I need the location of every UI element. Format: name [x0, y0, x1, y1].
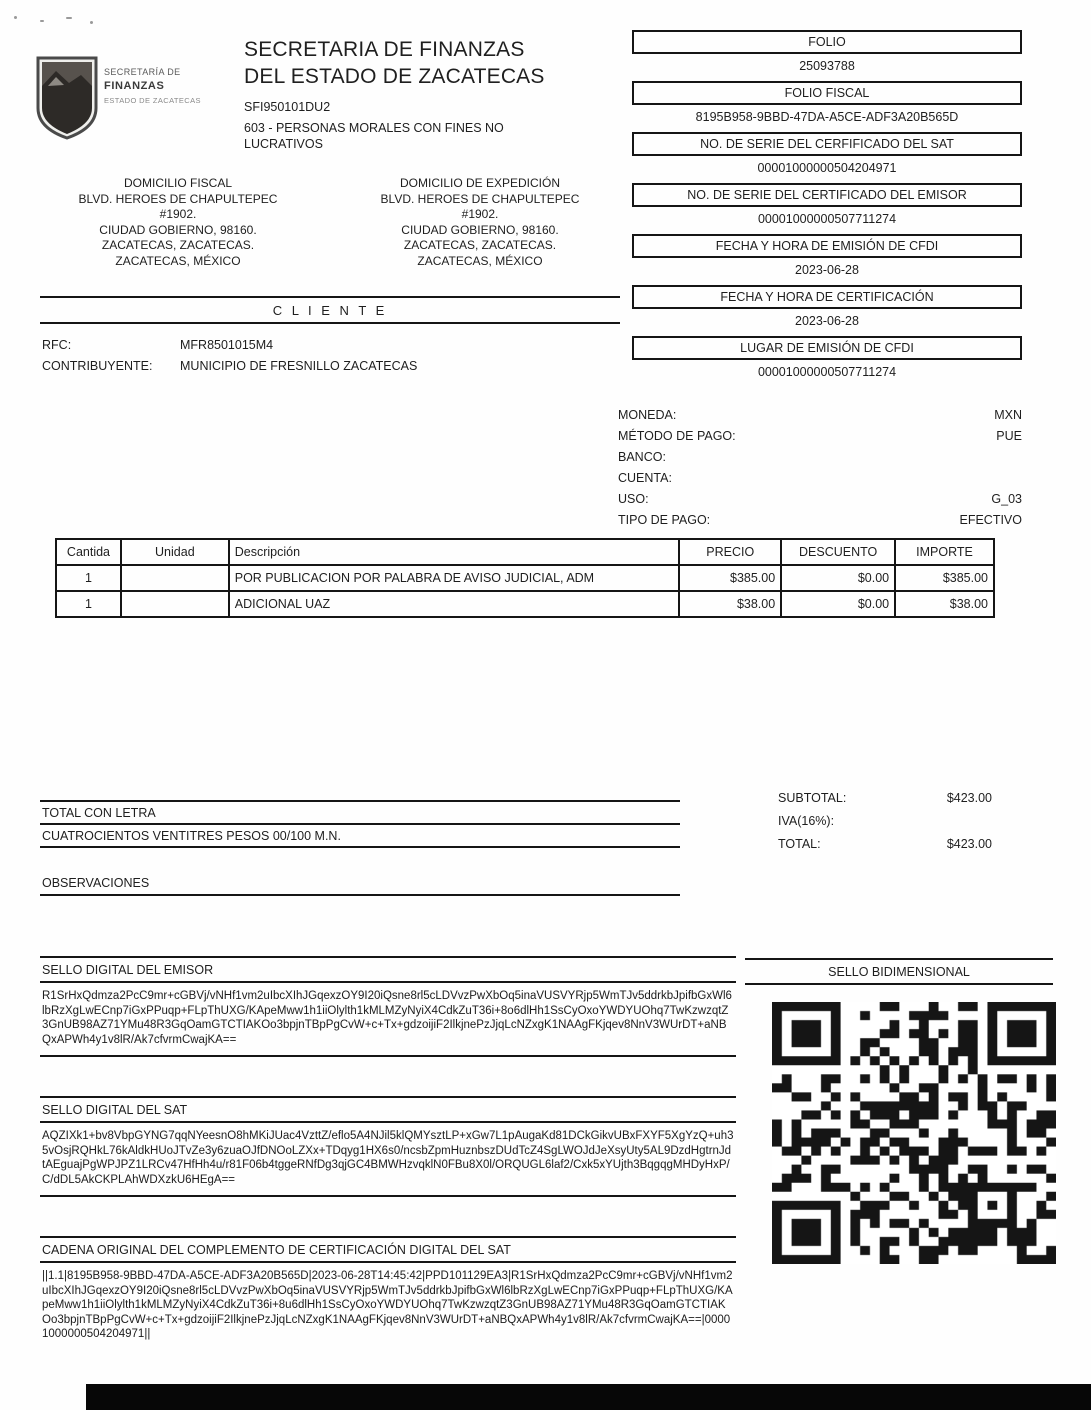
serie-emisor-box-label: NO. DE SERIE DEL CERTIFICADO DEL EMISOR	[632, 183, 1022, 207]
contribuyente-value: MUNICIPIO DE FRESNILLO ZACATECAS	[180, 358, 418, 373]
address-line: ZACATECAS, ZACATECAS.	[101, 238, 255, 252]
col-cantidad: Cantida	[56, 539, 121, 565]
scan-artifact-bar	[86, 1384, 1091, 1410]
total-con-letra-label: TOTAL CON LETRA	[40, 802, 680, 825]
address-line: BLVD. HEROES DE CHAPULTEPEC	[380, 191, 580, 206]
subtotal-row	[778, 786, 992, 809]
col-descripcion: Descripción	[229, 539, 680, 565]
address-line: CIUDAD GOBIERNO, 98160.	[99, 222, 257, 237]
cell-descuento: $0.00	[781, 591, 895, 617]
folio-box-label: FOLIO	[632, 30, 1022, 54]
cadena-original-section	[40, 1236, 736, 1350]
total-con-letra-block	[40, 800, 680, 848]
rfc-row	[42, 334, 622, 355]
qr-code	[772, 1002, 1056, 1264]
uso-label: USO:	[618, 491, 649, 506]
observaciones-label: OBSERVACIONES	[40, 872, 680, 896]
moneda-row	[618, 404, 1022, 425]
sello-emisor-section	[40, 956, 736, 1057]
cadena-original-label: CADENA ORIGINAL DEL COMPLEMENTO DE CERTIFICACIÓN DIGITAL DEL SAT	[40, 1236, 736, 1263]
scan-artifact-speck	[14, 16, 17, 19]
scan-artifact-speck	[90, 21, 93, 24]
scan-artifact-speck	[40, 20, 44, 22]
rfc-label: RFC:	[42, 337, 72, 352]
col-descuento: DESCUENTO	[781, 539, 895, 565]
serie-sat-box-value: 00001000000504204971	[757, 161, 897, 175]
folio-box-value: 25093788	[799, 59, 855, 73]
cell-cantidad: 1	[56, 591, 121, 617]
shield-icon	[36, 56, 98, 140]
subtotal-label: SUBTOTAL:	[778, 790, 847, 805]
issuer-tax-regime: 603 - PERSONAS MORALES CON FINES NO LUCRATIVOS	[244, 121, 504, 151]
cell-unidad	[121, 591, 229, 617]
issuer-title-line2: DEL ESTADO DE ZACATECAS	[244, 65, 545, 88]
sello-sat-text: AQZIXk1+bv8VbpGYNG7qqNYeesnO8hMKiJUac4VzttZ/eflo5A4NJil5klQMYsztLP+xGw7L1pAugaKd81DCkGikvUBxFXYF5XgYzQ+uh35vOsjRQHkL76kAldkHUoJTvZe3y6zuaOJfDNOoLZXx+TDqyg1HX6s0/ncsbZpmHuznbszDUdTcZ4SgLWOJdJeXsyUty5AL9DzdHgtrnJdtAEguajPgWPJPZ1LRCv47HfHh4u/r81F06b4tggeRNfDg3qjGC4BMWHzvqklN0FBu8X0l/ORQUGL6laf2/Cxk5xYUjth3BqgqgMHDyHxP/C/dDL5AkCKPLAhWDXzkU6HEgA==	[40, 1123, 736, 1197]
cuenta-label: CUENTA:	[618, 470, 672, 485]
issuer-title	[244, 36, 545, 90]
tipo-pago-label: TIPO DE PAGO:	[618, 512, 711, 527]
metodo-pago-label: MÉTODO DE PAGO:	[618, 428, 736, 443]
cell-descuento: $0.00	[781, 565, 895, 591]
sello-emisor-text: R1SrHxQdmza2PcC9mr+cGBVj/vNHf1vm2uIbcXIhJGqexzOY9I20iQsne8rl5cLDVvzPwXbOq5inaVUSVYRjp5WmTJv5ddrkbJpifbGxWl6lbRzXgLwECnp7iGxPPuqp+FLpThUXG/KApeMww1h1iiOlylth1kMLMZyNyiX4CdkZuT36i+8o6dlHh1SsCyOxoYWDYUOhq7TwKzwzqtZ3GnUB98AZ71YMu48R3GqOamGTCTIAKOo3bpjnTBpPgCvW+c+Tx+gdzoijiF2IlkjnePzJjqLcNZxgK1NAAgFKjqev8NnV3WUrDT+aNBQxAPWh4y1v8lR/Ak7cfvrmCwajKA==	[40, 983, 736, 1057]
finanzas-shield-logo	[36, 56, 98, 145]
metodo-pago-row	[618, 425, 1022, 446]
banco-label: BANCO:	[618, 449, 666, 464]
payment-info	[618, 404, 1022, 530]
rfc-value: MFR8501015M4	[180, 337, 274, 352]
cliente-section-title: C L I E N T E	[40, 296, 620, 324]
cell-importe: $38.00	[895, 591, 994, 617]
cell-precio: $385.00	[679, 565, 781, 591]
col-precio: PRECIO	[679, 539, 781, 565]
table-row	[56, 591, 994, 617]
cell-descripcion: ADICIONAL UAZ	[229, 591, 680, 617]
fecha-emision-box-value: 2023-06-28	[795, 263, 859, 277]
cuenta-row	[618, 467, 1022, 488]
address-line: #1902.	[461, 207, 499, 221]
address-line: ZACATECAS, ZACATECAS.	[403, 238, 557, 252]
col-unidad: Unidad	[121, 539, 229, 565]
domicilio-fiscal-label: DOMICILIO FISCAL	[123, 176, 233, 190]
serie-sat-box-label: NO. DE SERIE DEL CERFIFICADO DEL SAT	[632, 132, 1022, 156]
folio-fiscal-box-value: 8195B958-9BBD-47DA-A5CE-ADF3A20B565D	[695, 110, 959, 124]
moneda-label: MONEDA:	[618, 407, 677, 422]
domicilio-expedicion-label: DOMICILIO DE EXPEDICIÓN	[399, 176, 561, 190]
cell-cantidad: 1	[56, 565, 121, 591]
logo-caption	[104, 66, 254, 107]
iva-row	[778, 809, 992, 832]
serie-emisor-box-value: 00001000000507711274	[757, 212, 897, 226]
folio-column	[632, 30, 1022, 387]
cell-descripcion: POR PUBLICACION POR PALABRA DE AVISO JUDICIAL, ADM	[229, 565, 680, 591]
iva-label: IVA(16%):	[778, 813, 835, 828]
items-table	[55, 538, 995, 618]
sello-sat-section	[40, 1096, 736, 1197]
address-line: #1902.	[159, 207, 197, 221]
totals-block	[778, 786, 992, 855]
total-value: $423.00	[946, 836, 992, 851]
cadena-original-text: ||1.1|8195B958-9BBD-47DA-A5CE-ADF3A20B565D|2023-06-28T14:45:42|PPD101129EA3|R1SrHxQdmza2PcC9mr+cGBVj/vNHf1vm2uIbcXIhJGqexzOY9I20iQsne8rl5cLDVvzPwXbOq5inaVUSVYRjp5WmTJv5ddrkbJpifbGxWl6lbRzXgLwECnp7iGxPPuqp+FLpThUXG/KApeMww1h1iiOlylth1kMLMZyNyiX4CdkZuT36i+8u6dlHh1SsCyOxoYWDYUOhq7TwKzwzqtZ3GnUB98AZ71YMu48R3GqOamGTCTIAKOo3bpjnTBpPgCvW+c+Tx+gdzoijiF2IlkjnePzJjqLcNZxgK1NAAgFKjqev8NnV3WUrDT+aNBQxAPWh4y1v8lR/Ak7cfvrmCwajKA==|00001000000504204971||	[42, 1270, 733, 1340]
logo-caption-line3: ESTADO DE ZACATECAS	[104, 96, 201, 105]
domicilio-expedicion	[340, 176, 620, 269]
logo-caption-line2: FINANZAS	[104, 80, 165, 92]
address-line: ZACATECAS, MÉXICO	[115, 253, 241, 268]
logo-caption-line1: SECRETARÍA DE	[104, 67, 181, 77]
fecha-emision-box-label: FECHA Y HORA DE EMISIÓN DE CFDI	[632, 234, 1022, 258]
metodo-pago-value: PUE	[996, 428, 1022, 443]
contribuyente-row	[42, 355, 622, 376]
moneda-value: MXN	[994, 407, 1022, 422]
table-row	[56, 565, 994, 591]
contribuyente-label: CONTRIBUYENTE:	[42, 358, 153, 373]
lugar-emision-box-label: LUGAR DE EMISIÓN DE CFDI	[632, 336, 1022, 360]
sello-emisor-label: SELLO DIGITAL DEL EMISOR	[40, 956, 736, 983]
sello-sat-label: SELLO DIGITAL DEL SAT	[40, 1096, 736, 1123]
items-header-row	[56, 539, 994, 565]
tipo-pago-value: EFECTIVO	[959, 512, 1022, 527]
cell-importe: $385.00	[895, 565, 994, 591]
col-importe: IMPORTE	[895, 539, 994, 565]
total-row	[778, 832, 992, 855]
tipo-pago-row	[618, 509, 1022, 530]
scan-artifact-speck	[66, 17, 72, 19]
domicilio-fiscal	[38, 176, 318, 269]
total-label: TOTAL:	[778, 836, 821, 851]
issuer-rfc: SFI950101DU2	[244, 100, 331, 114]
cell-precio: $38.00	[679, 591, 781, 617]
address-line: BLVD. HEROES DE CHAPULTEPEC	[78, 191, 278, 206]
cliente-fields	[42, 334, 622, 376]
issuer-title-line1: SECRETARIA DE FINANZAS	[244, 38, 525, 61]
uso-row	[618, 488, 1022, 509]
uso-value: G_03	[991, 491, 1022, 506]
folio-fiscal-box-label: FOLIO FISCAL	[632, 81, 1022, 105]
total-con-letra-value: CUATROCIENTOS VENTITRES PESOS 00/100 M.N.	[40, 825, 680, 848]
address-line: ZACATECAS, MÉXICO	[417, 253, 543, 268]
sello-bidimensional-label: SELLO BIDIMENSIONAL	[745, 958, 1053, 985]
observaciones-block	[40, 872, 680, 896]
address-line: CIUDAD GOBIERNO, 98160.	[401, 222, 559, 237]
fecha-certificacion-box-label: FECHA Y HORA DE CERTIFICACIÓN	[632, 285, 1022, 309]
cell-unidad	[121, 565, 229, 591]
banco-row	[618, 446, 1022, 467]
subtotal-value: $423.00	[946, 790, 992, 805]
lugar-emision-box-value: 00001000000507711274	[757, 365, 897, 379]
fecha-certificacion-box-value: 2023-06-28	[795, 314, 859, 328]
